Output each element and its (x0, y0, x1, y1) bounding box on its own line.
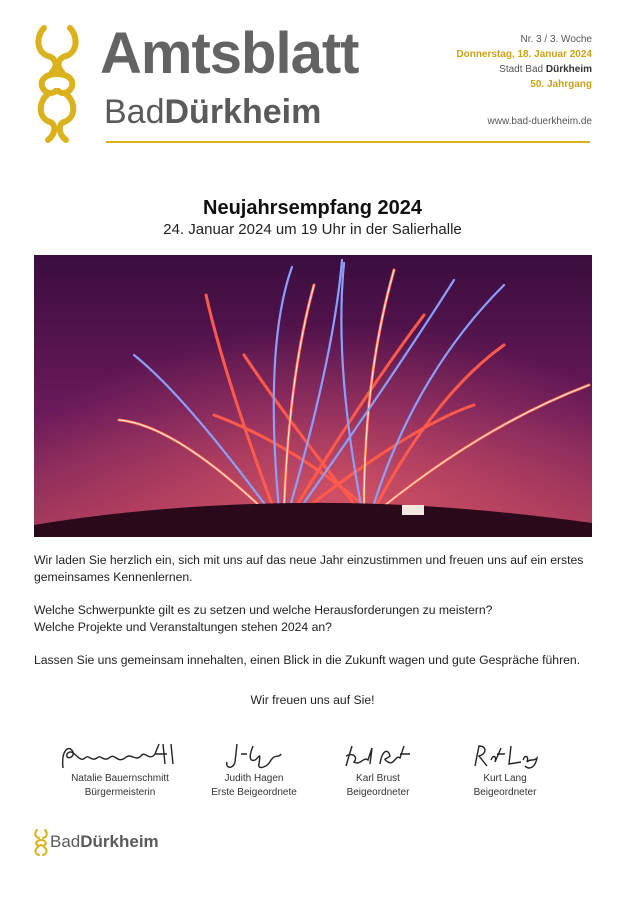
footer-logo-bold: Dürkheim (80, 832, 159, 851)
event-headline: Neujahrsempfang 2024 (203, 197, 422, 219)
signatory-name: Judith Hagen (224, 773, 284, 784)
event-subhead: 24. Januar 2024 um 19 Uhr in der Salierhalle (163, 221, 462, 238)
issue-number: Nr. 3 / 3. Woche (520, 34, 592, 45)
signatory-name: Kurt Lang (483, 773, 527, 784)
signatory-name: Natalie Bauernschmitt (71, 773, 169, 784)
footer-logo-light: Bad (50, 832, 81, 851)
signature-hagen (219, 740, 289, 772)
signature-bauernschmitt (55, 740, 185, 772)
invitation-paragraph-3: Lassen Sie uns gemeinsam innehalten, einen Blick in die Zukunft wagen und gute Gespräche führen. (34, 653, 581, 667)
footer-logo-text (50, 832, 159, 852)
header-rule (106, 141, 590, 143)
signatory-3 (328, 740, 428, 800)
issue-city (456, 62, 592, 77)
masthead-subtitle-bold: Dürkheim (164, 93, 322, 131)
signatory-role: Beigeordneter (473, 787, 537, 798)
masthead-subtitle (104, 92, 321, 132)
invitation-question-1: Welche Schwerpunkte gilt es zu setzen und welche Herausforderungen zu meistern? (34, 603, 493, 617)
invitation-question-2: Welche Projekte und Veranstaltungen stehen 2024 an? (34, 620, 332, 634)
signatory-role: Erste Beigeordnete (211, 787, 297, 798)
signature-lang (465, 740, 545, 772)
signatory-2 (198, 740, 310, 800)
footer-ornament-icon (34, 828, 48, 858)
masthead-title: Amtsblatt (100, 21, 359, 86)
invitation-paragraph-2 (34, 602, 594, 636)
issue-volume: 50. Jahrgang (530, 79, 592, 90)
invitation-paragraph-1: Wir laden Sie herzlich ein, sich mit uns auf das neue Jahr einzustimmen und freuen uns auf ein erstes gemeinsames Kennenlernen. (34, 553, 584, 584)
closing-line: Wir freuen uns auf Sie! (250, 693, 375, 707)
issue-meta (456, 32, 592, 92)
signatory-4 (455, 740, 555, 800)
website-link[interactable]: www.bad-duerkheim.de (487, 116, 592, 127)
issue-city-bold: Dürkheim (545, 64, 592, 75)
signatory-role: Bürgermeisterin (84, 787, 156, 798)
footer-logo (34, 828, 214, 858)
signatory-name: Karl Brust (356, 773, 400, 784)
issue-date: Donnerstag, 18. Januar 2024 (456, 49, 592, 60)
masthead-subtitle-light: Bad (104, 93, 165, 131)
invitation-text (34, 552, 594, 685)
signatory-role: Beigeordneter (346, 787, 410, 798)
fireworks-photo (34, 255, 592, 537)
signature-brust (338, 740, 418, 772)
issue-city-prefix: Stadt Bad (499, 64, 544, 75)
signatory-1 (50, 740, 190, 800)
city-ornament-logo (34, 22, 80, 148)
